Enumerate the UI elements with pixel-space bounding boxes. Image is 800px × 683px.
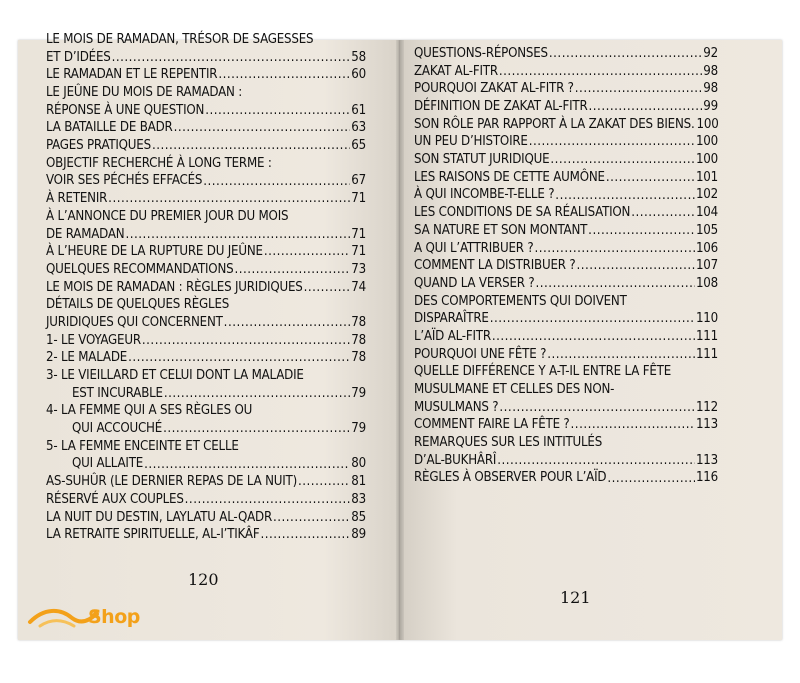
shop-logo-text: Shop (88, 606, 140, 628)
toc-entry-title: LA NUIT DU DESTIN, LAYLATU AL-QADR (46, 509, 272, 525)
toc-entry (414, 346, 718, 364)
toc-entry-page: 73 (351, 261, 366, 277)
toc-leader-dots (588, 222, 695, 240)
toc-entry-title: LE RAMADAN ET LE REPENTIR (46, 67, 218, 83)
toc-entry-title: REMARQUES SUR LES INTITULÉS (414, 435, 603, 451)
toc-entry (46, 438, 366, 456)
toc-entry (46, 208, 366, 226)
toc-entry-title: AS-SUHÛR (LE DERNIER REPAS DE LA NUIT) (46, 474, 297, 490)
toc-entry-title: RÉPONSE À UNE QUESTION (46, 102, 205, 118)
toc-entry (414, 328, 718, 346)
toc-leader-dots (234, 261, 350, 279)
toc-entry (414, 204, 718, 222)
toc-entry-title: POURQUOI ZAKAT AL-FITR ? (414, 81, 574, 97)
toc-entry-page: 104 (695, 205, 718, 221)
toc-entry-page: 78 (351, 332, 366, 348)
toc-entry-title: QUI ALLAITE (72, 456, 144, 472)
toc-entry-page: 58 (351, 49, 366, 65)
toc-entry-page: 100 (696, 116, 719, 132)
toc-entry-page: 78 (351, 314, 366, 330)
toc-entry (414, 470, 718, 488)
toc-entry (46, 155, 366, 173)
toc-entry (46, 526, 366, 544)
toc-entry-page: 116 (695, 470, 718, 486)
toc-leader-dots (536, 275, 695, 293)
toc-leader-dots (499, 399, 695, 417)
toc-entry-title: LES RAISONS DE CETTE AUMÔNE (414, 169, 605, 185)
toc-entry (46, 102, 366, 120)
toc-entry-title: UN PEU D’HISTOIRE (414, 134, 528, 150)
toc-entry-title: QUAND LA VERSER ? (414, 275, 535, 291)
toc-entry (46, 420, 366, 438)
toc-entry (414, 381, 718, 399)
toc-leader-dots (549, 45, 702, 63)
toc-entry-page: 112 (695, 399, 718, 415)
toc-entry-page: 98 (703, 81, 718, 97)
toc-entry-page: 81 (351, 474, 366, 490)
toc-entry (46, 190, 366, 208)
toc-entry-page: 71 (351, 226, 366, 242)
toc-entry (414, 275, 718, 293)
toc-entry-page: 113 (695, 417, 718, 433)
toc-entry (46, 66, 366, 84)
toc-entry (414, 98, 718, 116)
toc-entry-title: SON RÔLE PAR RAPPORT À LA ZAKAT DES BIENS. (414, 116, 695, 132)
toc-entry-page: 65 (351, 138, 366, 154)
toc-entry-page: 111 (695, 346, 718, 362)
toc-entry-title: ET D’IDÉES (46, 49, 111, 65)
toc-leader-dots (224, 314, 351, 332)
toc-entry (46, 332, 366, 350)
toc-entry-title: SA NATURE ET SON MONTANT (414, 222, 588, 238)
toc-entry-page: 113 (695, 452, 718, 468)
toc-leader-dots (575, 80, 703, 98)
toc-entry-page: 105 (695, 222, 718, 238)
toc-entry-title: ZAKAT AL-FITR (414, 63, 498, 79)
toc-entry-title: COMMENT FAIRE LA FÊTE ? (414, 417, 570, 433)
toc-entry-page: 92 (703, 45, 718, 61)
toc-entry-title: 5- LA FEMME ENCEINTE ET CELLE (46, 438, 239, 454)
toc-leader-dots (499, 63, 702, 81)
toc-leader-dots (128, 349, 350, 367)
toc-entry-title: DISPARAÎTRE (414, 311, 489, 327)
toc-entry-title: LE JEÛNE DU MOIS DE RAMADAN : (46, 85, 243, 101)
toc-entry-page: 110 (695, 311, 718, 327)
toc-entry-title: 4- LA FEMME QUI A SES RÈGLES OU (46, 403, 253, 419)
toc-entry (414, 416, 718, 434)
toc-entry-title: LE MOIS DE RAMADAN, TRÉSOR DE SAGESSES (46, 31, 314, 47)
toc-leader-dots (205, 102, 350, 120)
toc-leader-dots (571, 416, 695, 434)
toc-entry-title: 2- LE MALADE (46, 350, 128, 366)
toc-leader-dots (529, 133, 695, 151)
toc-leader-dots (142, 332, 350, 350)
toc-entry-title: QUI ACCOUCHÉ (72, 421, 163, 437)
toc-leader-dots (152, 137, 350, 155)
toc-entry (414, 452, 718, 470)
toc-entry (46, 509, 366, 527)
toc-leader-dots (164, 385, 350, 403)
toc-entry-page: 106 (695, 240, 718, 256)
toc-entry (46, 31, 366, 49)
toc-entry (46, 473, 366, 491)
toc-entry-page: 101 (695, 169, 718, 185)
toc-entry-page: 107 (695, 258, 718, 274)
toc-entry-page: 67 (351, 173, 366, 189)
toc-entry-page: 89 (351, 527, 366, 543)
toc-entry-title: À L’ANNONCE DU PREMIER JOUR DU MOIS (46, 208, 289, 224)
toc-entry-page: 63 (351, 120, 366, 136)
toc-entry (414, 151, 718, 169)
toc-entry-title: 1- LE VOYAGEUR (46, 332, 141, 348)
toc-entry-page: 111 (695, 328, 718, 344)
toc-entry-title: QUELQUES RECOMMANDATIONS (46, 261, 234, 277)
table-of-contents-left (46, 31, 366, 544)
toc-leader-dots (589, 98, 703, 116)
toc-entry-title: LA BATAILLE DE BADR (46, 120, 173, 136)
toc-leader-dots (606, 169, 695, 187)
toc-entry-title: LA RETRAITE SPIRITUELLE, AL-I’TIKÂF (46, 527, 260, 543)
toc-entry-page: 71 (351, 191, 366, 207)
toc-entry-title: RÉSERVÉ AUX COUPLES (46, 491, 184, 507)
toc-leader-dots (174, 119, 351, 137)
toc-leader-dots (550, 151, 695, 169)
toc-entry-title: MUSULMANE ET CELLES DES NON- (414, 382, 615, 398)
toc-entry-page: 98 (703, 63, 718, 79)
toc-entry (414, 434, 718, 452)
toc-entry-title: POURQUOI UNE FÊTE ? (414, 346, 547, 362)
toc-entry-page: 108 (695, 275, 718, 291)
toc-leader-dots (203, 173, 350, 191)
toc-entry-title: DÉTAILS DE QUELQUES RÈGLES (46, 297, 230, 313)
toc-entry (414, 63, 718, 81)
toc-entry (46, 491, 366, 509)
toc-entry-title: D’AL-BUKHÂRÎ (414, 452, 497, 468)
toc-entry (414, 222, 718, 240)
toc-entry-title: À QUI INCOMBE-T-ELLE ? (414, 187, 555, 203)
toc-entry (46, 314, 366, 332)
toc-entry-title: QUESTIONS-RÉPONSES (414, 45, 548, 61)
toc-leader-dots (298, 473, 350, 491)
toc-entry (46, 279, 366, 297)
toc-entry-title: DES COMPORTEMENTS QUI DOIVENT (414, 293, 627, 309)
toc-leader-dots (492, 328, 695, 346)
toc-entry (46, 243, 366, 261)
toc-entry (414, 169, 718, 187)
toc-entry-page: 79 (351, 385, 366, 401)
toc-leader-dots (185, 491, 351, 509)
toc-entry-title: LE MOIS DE RAMADAN : RÈGLES JURIDIQUES (46, 279, 303, 295)
toc-entry (46, 385, 366, 403)
toc-leader-dots (304, 279, 351, 297)
toc-entry-title: DÉFINITION DE ZAKAT AL-FITR (414, 99, 588, 115)
toc-entry-title: 3- LE VIEILLARD ET CELUI DONT LA MALADIE (46, 368, 304, 384)
toc-entry-title: JURIDIQUES QUI CONCERNENT (46, 314, 223, 330)
toc-entry (414, 45, 718, 63)
toc-entry-title: DE RAMADAN (46, 226, 125, 242)
toc-entry-page: 83 (351, 491, 366, 507)
toc-entry-page: 71 (351, 244, 366, 260)
toc-entry-title: LES CONDITIONS DE SA RÉALISATION (414, 205, 631, 221)
toc-entry (414, 363, 718, 381)
toc-entry-title: L’AÏD AL-FITR (414, 328, 491, 344)
toc-entry-page: 100 (695, 152, 718, 168)
toc-entry-title: COMMENT LA DISTRIBUER ? (414, 258, 576, 274)
toc-entry (414, 80, 718, 98)
toc-entry-page: 74 (351, 279, 366, 295)
table-of-contents-right (414, 45, 718, 487)
toc-entry-title: MUSULMANS ? (414, 399, 499, 415)
toc-entry (46, 49, 366, 67)
toc-entry (46, 402, 366, 420)
toc-leader-dots (112, 49, 351, 67)
toc-leader-dots (163, 420, 350, 438)
toc-entry-page: 78 (351, 350, 366, 366)
toc-leader-dots (490, 310, 695, 328)
toc-entry (46, 137, 366, 155)
toc-leader-dots (264, 243, 350, 261)
toc-leader-dots (125, 226, 350, 244)
toc-entry (46, 119, 366, 137)
toc-entry (46, 226, 366, 244)
toc-leader-dots (144, 456, 350, 474)
book-gutter (396, 40, 404, 640)
toc-entry (46, 456, 366, 474)
toc-leader-dots (218, 66, 350, 84)
toc-leader-dots (108, 190, 350, 208)
toc-entry-title: OBJECTIF RECHERCHÉ À LONG TERME : (46, 155, 272, 171)
toc-entry-page: 85 (351, 509, 366, 525)
toc-entry (414, 133, 718, 151)
toc-leader-dots (607, 470, 695, 488)
page-number-left: 120 (188, 570, 219, 589)
toc-leader-dots (547, 346, 695, 364)
page-number-right: 121 (560, 588, 591, 607)
toc-leader-dots (497, 452, 695, 470)
toc-entry-title: RÈGLES À OBSERVER POUR L’AÏD (414, 470, 607, 486)
toc-leader-dots (576, 257, 695, 275)
toc-entry (414, 257, 718, 275)
toc-leader-dots (631, 204, 695, 222)
toc-entry-title: PAGES PRATIQUES (46, 138, 151, 154)
toc-entry-page: 80 (351, 456, 366, 472)
toc-entry (46, 173, 366, 191)
toc-leader-dots (260, 526, 350, 544)
toc-entry (46, 296, 366, 314)
toc-entry-page: 100 (695, 134, 718, 150)
toc-entry-page: 60 (351, 67, 366, 83)
toc-entry (414, 310, 718, 328)
toc-entry (414, 293, 718, 311)
toc-entry (46, 349, 366, 367)
toc-entry (46, 367, 366, 385)
toc-entry-title: EST INCURABLE (72, 385, 163, 401)
toc-entry (46, 84, 366, 102)
toc-entry (46, 261, 366, 279)
toc-entry-title: QUELLE DIFFÉRENCE Y A-T-IL ENTRE LA FÊTE (414, 364, 671, 380)
toc-entry (414, 187, 718, 205)
toc-entry-title: A QUI L’ATTRIBUER ? (414, 240, 534, 256)
toc-leader-dots (534, 240, 695, 258)
toc-entry-page: 79 (351, 421, 366, 437)
toc-entry-title: À L’HEURE DE LA RUPTURE DU JEÛNE (46, 244, 263, 260)
toc-entry-page: 99 (703, 99, 718, 115)
toc-entry-page: 61 (351, 102, 366, 118)
toc-entry-title: À RETENIR (46, 191, 108, 207)
toc-entry (414, 240, 718, 258)
toc-entry (414, 116, 718, 134)
toc-entry-title: VOIR SES PÉCHÉS EFFACÉS (46, 173, 203, 189)
toc-leader-dots (555, 187, 695, 205)
toc-leader-dots (273, 509, 350, 527)
toc-entry-title: SON STATUT JURIDIQUE (414, 152, 550, 168)
toc-entry (414, 399, 718, 417)
toc-entry-page: 102 (695, 187, 718, 203)
